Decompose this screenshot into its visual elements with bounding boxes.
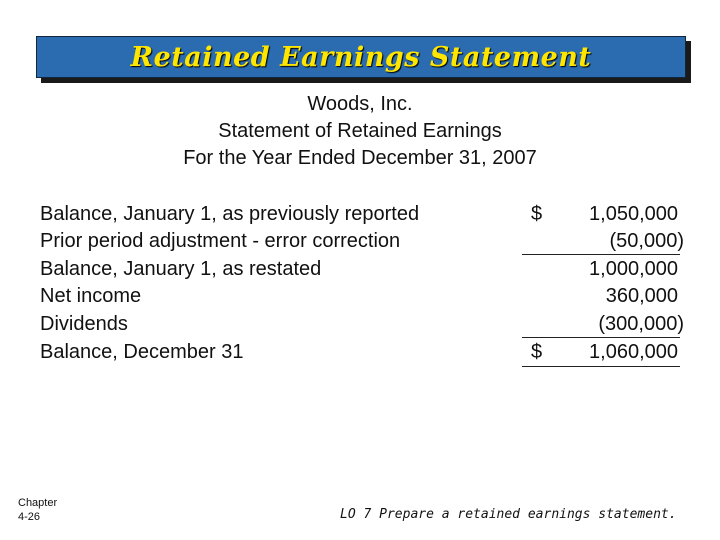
chapter-reference — [18, 496, 57, 524]
subtotal-underline — [522, 254, 680, 255]
row-amount-restated-balance: 1,000,000 — [589, 258, 678, 280]
row-dollar-opening-balance: $ — [531, 203, 543, 225]
chapter-label: Chapter — [18, 497, 58, 509]
row-label-restated-balance: Balance, January 1, as restated — [40, 258, 322, 280]
slide-title: Retained Earnings Statement — [130, 41, 592, 73]
statement-name: Statement of Retained Earnings — [218, 120, 502, 142]
row-amount-closing-balance: 1,060,000 — [589, 341, 678, 363]
row-label-dividends: Dividends — [40, 313, 128, 335]
statement-period: For the Year Ended December 31, 2007 — [183, 147, 537, 169]
total-underline-bottom — [522, 366, 680, 367]
row-amount-prior-period-adjustment: (50,000) — [609, 230, 684, 252]
row-amount-dividends: (300,000) — [598, 313, 684, 335]
learning-objective: LO 7 Prepare a retained earnings statement. — [340, 507, 677, 522]
company-name: Woods, Inc. — [307, 93, 413, 115]
row-label-closing-balance: Balance, December 31 — [40, 341, 244, 363]
row-label-opening-balance: Balance, January 1, as previously reported — [40, 203, 420, 225]
total-underline-top — [522, 337, 680, 338]
title-bar — [36, 36, 686, 78]
row-label-net-income: Net income — [40, 285, 142, 307]
row-amount-net-income: 360,000 — [605, 285, 678, 307]
row-dollar-closing-balance: $ — [531, 341, 543, 363]
row-amount-opening-balance: 1,050,000 — [589, 203, 678, 225]
page-number: 4-26 — [18, 511, 41, 523]
row-label-prior-period-adjustment: Prior period adjustment - error correction — [40, 230, 401, 252]
